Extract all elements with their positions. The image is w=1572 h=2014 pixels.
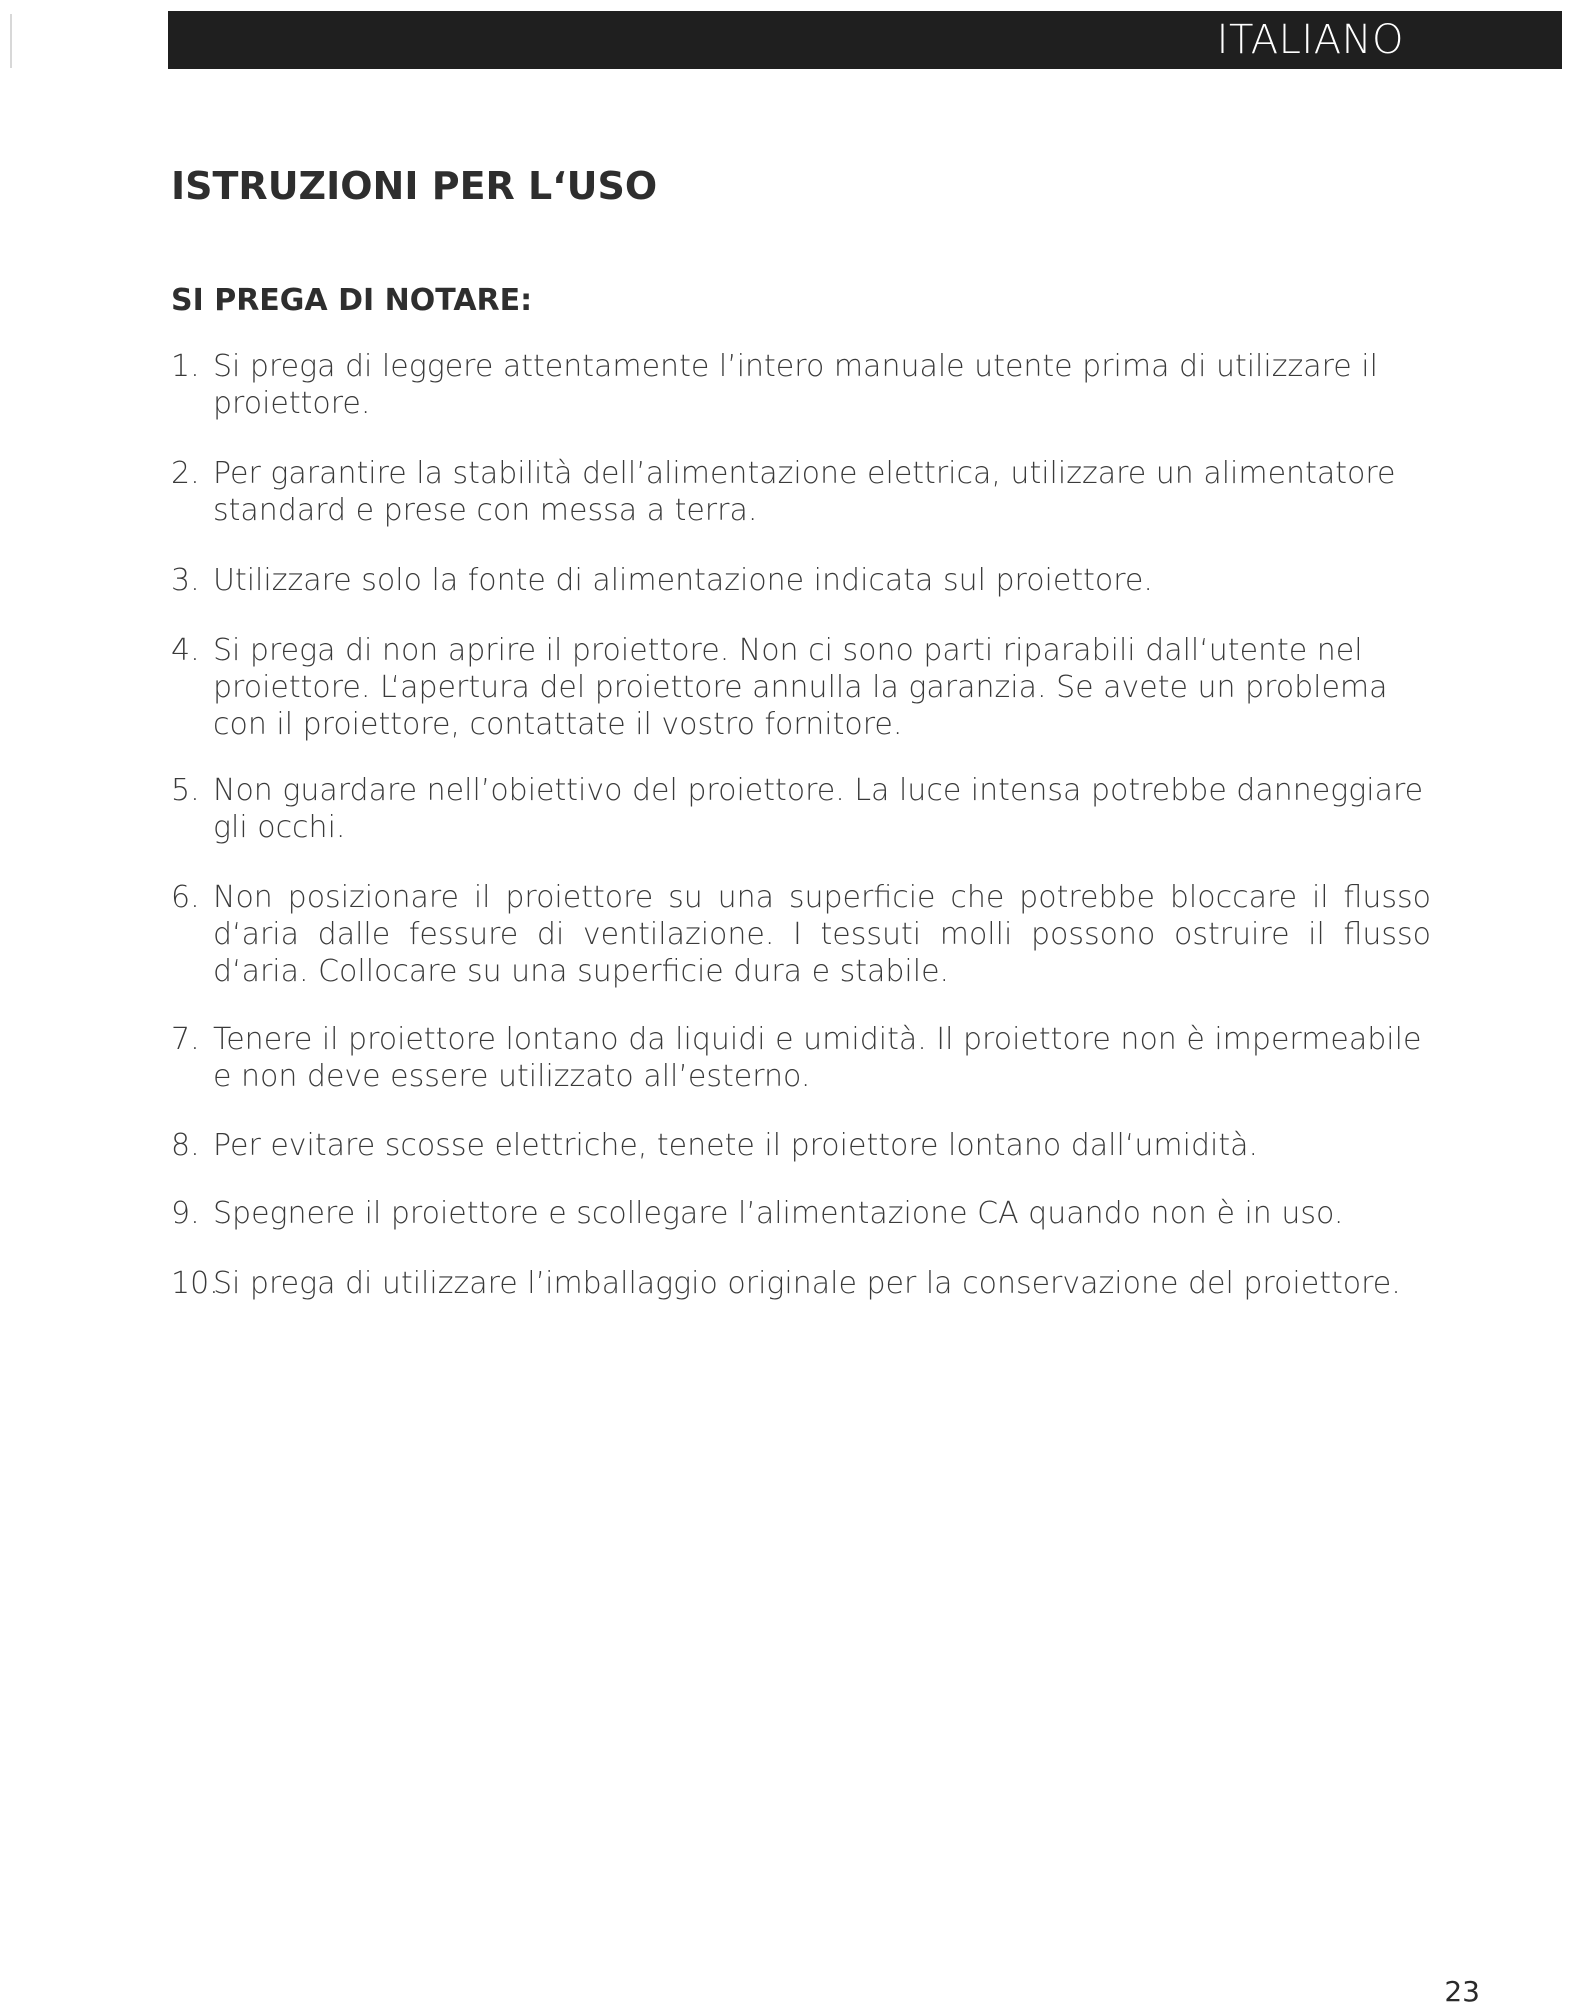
list-item-number: 1. bbox=[171, 349, 200, 384]
list-item-text: Si prega di non aprire il proiettore. Non ci sono parti riparabili dall‘utente nel proiettore. L‘apertura del proiettore annulla la garanzia. Se avete un problema con il proiettore, contattate il vostro fornitore. bbox=[213, 633, 1388, 742]
page-number: 23 bbox=[1444, 1975, 1480, 2008]
section-heading: SI PREGA DI NOTARE: bbox=[171, 283, 533, 318]
list-item bbox=[171, 1021, 1431, 1095]
list-item-number: 8. bbox=[171, 1128, 200, 1163]
list-item-number: 2. bbox=[171, 456, 200, 491]
list-item-text: Si prega di leggere attentamente l’intero manuale utente prima di utilizzare il proiettore. bbox=[213, 349, 1378, 421]
list-item bbox=[171, 632, 1431, 743]
list-item-number: 3. bbox=[171, 563, 200, 598]
list-item bbox=[171, 1265, 1431, 1302]
list-item bbox=[171, 1127, 1431, 1164]
list-item-text: Non guardare nell’obiettivo del proiettore. La luce intensa potrebbe danneggiare gli occhi. bbox=[213, 773, 1424, 845]
margin-rule bbox=[10, 14, 12, 68]
list-item-text: Per garantire la stabilità dell’alimentazione elettrica, utilizzare un alimentatore standard e prese con messa a terra. bbox=[213, 456, 1396, 528]
list-item-text: Per evitare scosse elettriche, tenete il proiettore lontano dall‘umidità. bbox=[213, 1128, 1259, 1163]
list-item bbox=[171, 455, 1431, 529]
list-item-number: 5. bbox=[171, 773, 200, 808]
list-item-number: 4. bbox=[171, 633, 200, 668]
list-item bbox=[171, 879, 1431, 990]
list-item bbox=[171, 562, 1431, 599]
list-item bbox=[171, 772, 1431, 846]
list-item-number: 6. bbox=[171, 880, 200, 915]
page-title: ISTRUZIONI PER L‘USO bbox=[171, 164, 658, 208]
list-item bbox=[171, 348, 1431, 422]
list-item-text: Si prega di utilizzare l’imballaggio originale per la conservazione del proiettore. bbox=[213, 1266, 1401, 1301]
list-item-number: 9. bbox=[171, 1196, 200, 1231]
list-item-text: Utilizzare solo la fonte di alimentazione indicata sul proiettore. bbox=[213, 563, 1153, 598]
list-item-text: Tenere il proiettore lontano da liquidi e umidità. Il proiettore non è impermeabile e non deve essere utilizzato all’esterno. bbox=[213, 1022, 1422, 1094]
list-item-text: Non posizionare il proiettore su una superficie che potrebbe bloccare il flusso d‘aria dalle fessure di ventilazione. I tessuti molli possono ostruire il flusso d‘aria. Collocare su una superficie dura e stabile. bbox=[213, 880, 1431, 989]
list-item bbox=[171, 1195, 1431, 1232]
language-header-bar bbox=[168, 11, 1562, 69]
list-item-number: 7. bbox=[171, 1022, 200, 1057]
language-label: ITALIANO bbox=[1216, 17, 1404, 63]
list-item-number: 10. bbox=[171, 1266, 219, 1301]
list-item-text: Spegnere il proiettore e scollegare l’alimentazione CA quando non è in uso. bbox=[213, 1196, 1344, 1231]
